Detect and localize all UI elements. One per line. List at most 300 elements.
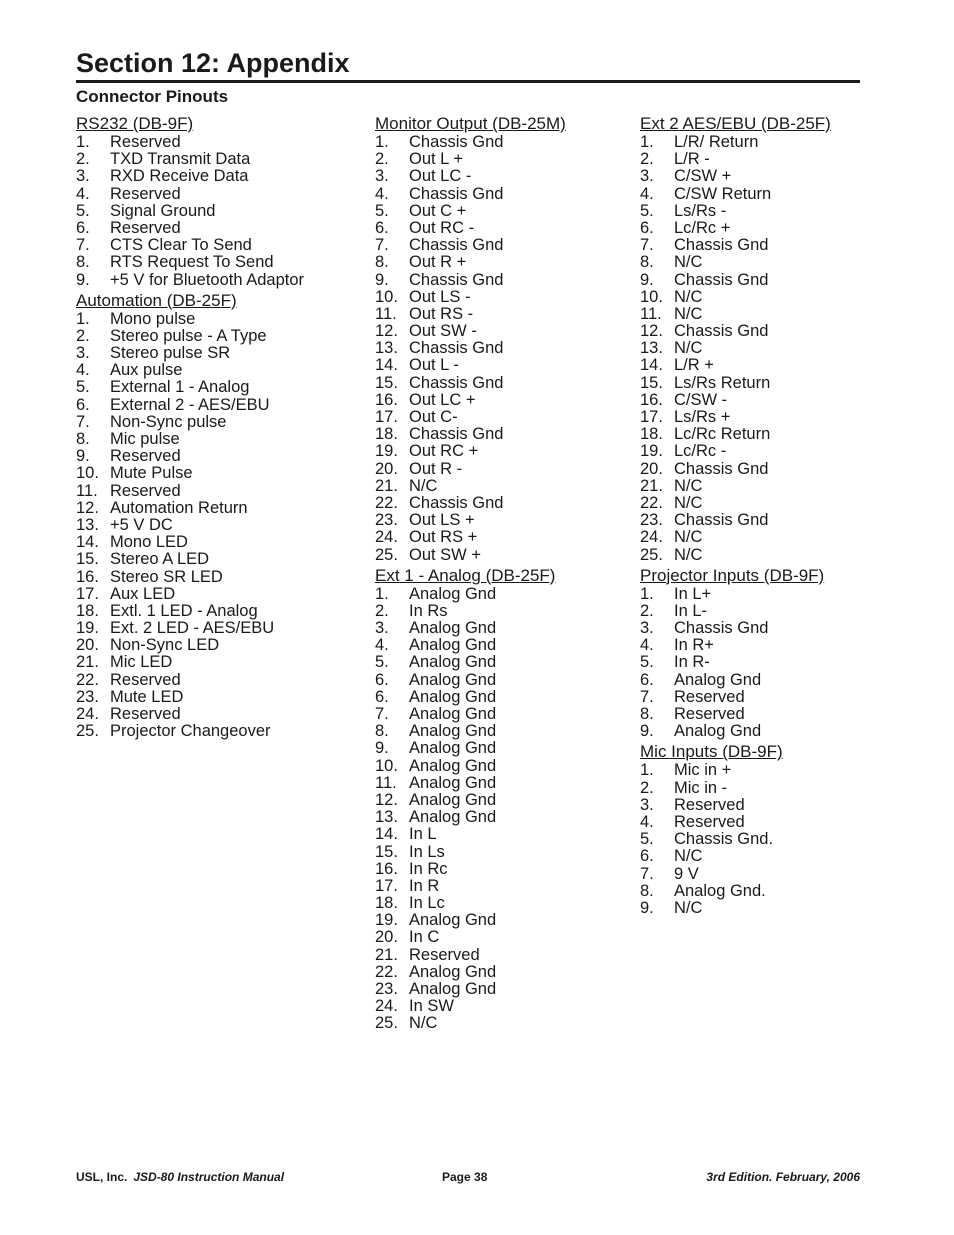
pin-number: 17. [640, 408, 663, 426]
pin-function: TXD Transmit Data [110, 150, 251, 169]
pin-item [640, 620, 910, 637]
pin-number: 19. [76, 619, 99, 638]
pin-item [76, 637, 346, 654]
pin-number: 23. [375, 511, 398, 530]
pin-number: 1. [76, 133, 90, 151]
pin-function: Analog Gnd [409, 911, 497, 930]
pin-item [76, 414, 346, 431]
pin-item [375, 603, 645, 620]
pin-item [76, 723, 346, 740]
pin-number: 4. [640, 636, 654, 655]
pin-function: Stereo pulse - A Type [110, 326, 267, 345]
pin-item [375, 151, 645, 168]
pin-function: Chassis Gnd [409, 236, 504, 255]
pin-item [640, 237, 910, 254]
pin-number: 6. [640, 670, 654, 689]
pin-item [640, 306, 910, 323]
pin-item [640, 461, 910, 478]
pin-function: In Ls [409, 842, 445, 861]
connector-heading: Ext 1 - Analog (DB-25F) [375, 565, 556, 585]
column-3 [640, 112, 910, 917]
pin-item [640, 848, 910, 865]
pin-number: 3. [76, 344, 90, 363]
pin-number: 2. [76, 326, 90, 345]
pin-function: Chassis Gnd [674, 322, 769, 341]
pin-list [375, 586, 645, 1033]
pin-function: Analog Gnd [409, 670, 497, 689]
pin-function: Extl. 1 LED - Analog [110, 601, 258, 620]
pin-function: Ls/Rs + [674, 408, 731, 426]
pin-function: Lc/Rc Return [674, 425, 771, 444]
pin-number: 16. [375, 859, 398, 878]
pin-number: 8. [640, 881, 654, 900]
pin-item [375, 878, 645, 895]
pin-item [375, 203, 645, 220]
pin-item [375, 237, 645, 254]
pin-function: Analog Gnd [409, 808, 497, 827]
pin-function: Chassis Gnd [409, 425, 504, 444]
pin-function: RTS Request To Send [110, 253, 274, 272]
pin-number: 11. [76, 481, 98, 500]
pin-number: 1. [76, 309, 90, 328]
pin-number: 5. [640, 830, 654, 849]
pin-function: N/C [674, 528, 703, 547]
pin-function: N/C [674, 545, 703, 564]
pin-function: Chassis Gnd. [674, 830, 774, 849]
pin-function: Chassis Gnd [409, 184, 504, 203]
pin-number: 14. [375, 825, 398, 844]
pin-function: In Rs [409, 601, 448, 620]
pin-item [375, 186, 645, 203]
pin-function: Out L - [409, 356, 459, 375]
pin-number: 4. [76, 361, 90, 380]
pin-item [76, 465, 346, 482]
pin-function: Mono LED [110, 533, 188, 552]
pin-function: Reserved [110, 133, 181, 151]
pin-item [640, 443, 910, 460]
pin-number: 25. [76, 722, 99, 741]
pin-item [76, 500, 346, 517]
pin-item [640, 762, 910, 779]
pin-item [375, 220, 645, 237]
pin-item [76, 706, 346, 723]
pin-number: 7. [640, 236, 654, 255]
pin-function: Chassis Gnd [409, 133, 504, 151]
pin-list [640, 134, 910, 564]
connector-block [375, 566, 645, 1033]
pin-number: 20. [375, 928, 398, 947]
pin-function: Stereo pulse SR [110, 344, 231, 363]
pin-function: In R [409, 876, 440, 895]
pin-item [375, 947, 645, 964]
pin-function: Lc/Rc + [674, 218, 731, 237]
pin-number: 21. [76, 653, 99, 672]
pin-number: 9. [640, 270, 654, 289]
pin-number: 5. [76, 378, 90, 397]
pin-number: 23. [76, 687, 99, 706]
pin-item [375, 998, 645, 1015]
pin-number: 7. [640, 687, 654, 706]
pin-item [640, 900, 910, 917]
pin-function: Analog Gnd [674, 670, 762, 689]
pin-item [640, 375, 910, 392]
connector-block [76, 114, 346, 289]
pin-function: Out RC - [409, 218, 475, 237]
pin-function: RXD Receive Data [110, 167, 249, 186]
pin-function: Aux LED [110, 584, 176, 603]
pin-item [640, 797, 910, 814]
pin-function: N/C [674, 847, 703, 866]
pin-item [640, 392, 910, 409]
pin-number: 3. [640, 167, 654, 186]
pin-item [640, 672, 910, 689]
pin-item [375, 426, 645, 443]
pin-function: Analog Gnd [409, 756, 497, 775]
pin-number: 10. [375, 756, 398, 775]
pin-item [375, 758, 645, 775]
pin-function: Analog Gnd [674, 722, 762, 741]
pin-function: L/R - [674, 150, 710, 169]
pin-function: N/C [674, 898, 703, 917]
pin-function: Automation Return [110, 498, 248, 517]
pin-function: Reserved [409, 945, 480, 964]
pin-number: 2. [640, 601, 654, 620]
pin-number: 17. [375, 876, 398, 895]
footer-left [76, 1170, 284, 1184]
pin-item [76, 517, 346, 534]
pin-function: Chassis Gnd [674, 236, 769, 255]
pin-item [640, 168, 910, 185]
pin-function: Chassis Gnd [674, 511, 769, 530]
pin-function: +5 V DC [110, 515, 173, 534]
pin-number: 2. [640, 778, 654, 797]
pin-item [640, 409, 910, 426]
pin-item [640, 723, 910, 740]
pin-item [76, 151, 346, 168]
pin-function: Reserved [110, 218, 181, 237]
pin-function: Ls/Rs - [674, 201, 727, 220]
pin-item [375, 654, 645, 671]
pin-function: Stereo SR LED [110, 567, 223, 586]
connector-heading: Monitor Output (DB-25M) [375, 114, 566, 133]
pin-item [76, 397, 346, 414]
pin-function: Out LS + [409, 511, 475, 530]
pin-item [640, 203, 910, 220]
pin-number: 3. [375, 167, 389, 186]
pin-item [640, 689, 910, 706]
pin-function: L/R + [674, 356, 714, 375]
pin-item [640, 220, 910, 237]
pin-item [76, 431, 346, 448]
pin-item [640, 637, 910, 654]
pin-number: 2. [375, 150, 389, 169]
pin-number: 8. [76, 430, 90, 448]
pin-number: 20. [76, 636, 99, 655]
pin-number: 18. [640, 425, 663, 444]
connector-block [76, 291, 346, 741]
pin-number: 1. [640, 584, 654, 603]
pin-function: C/SW - [674, 390, 728, 409]
pin-item [375, 375, 645, 392]
pin-number: 7. [76, 412, 90, 431]
pin-item [640, 814, 910, 831]
pin-number: 4. [640, 812, 654, 831]
pin-item [76, 345, 346, 362]
pin-function: Non-Sync LED [110, 636, 220, 655]
pin-function: Analog Gnd [409, 687, 497, 706]
pin-number: 5. [375, 201, 389, 220]
pin-function: In R+ [674, 636, 714, 655]
pin-number: 10. [375, 287, 398, 306]
pin-number: 7. [76, 236, 90, 255]
connector-heading: Projector Inputs (DB-9F) [640, 565, 825, 585]
page-title: Section 12: Appendix [76, 48, 350, 78]
pin-item [375, 478, 645, 495]
pin-item [375, 844, 645, 861]
pin-number: 12. [76, 498, 99, 517]
pin-item [76, 328, 346, 345]
pin-function: Analog Gnd [409, 962, 497, 981]
pin-item [375, 1015, 645, 1032]
pin-number: 1. [640, 133, 654, 151]
pin-item [375, 340, 645, 357]
pin-number: 15. [76, 550, 99, 569]
pin-function: Out C- [409, 408, 458, 426]
pin-function: Reserved [674, 795, 745, 814]
pin-number: 1. [640, 761, 654, 780]
pin-number: 25. [375, 545, 398, 564]
pin-number: 13. [375, 808, 398, 827]
pin-number: 21. [375, 476, 398, 495]
pin-list [640, 586, 910, 741]
pin-item [76, 448, 346, 465]
pin-item [640, 603, 910, 620]
pin-number: 21. [375, 945, 398, 964]
pin-number: 7. [375, 236, 389, 255]
connector-heading: RS232 (DB-9F) [76, 114, 194, 133]
pin-number: 4. [375, 636, 389, 655]
connector-heading: Automation (DB-25F) [76, 290, 237, 310]
pin-number: 6. [76, 395, 90, 414]
pin-number: 10. [76, 464, 99, 483]
pin-item [76, 362, 346, 379]
pin-function: Out C + [409, 201, 467, 220]
connector-heading: Mic Inputs (DB-9F) [640, 742, 783, 762]
pin-item [640, 780, 910, 797]
pin-function: Reserved [110, 705, 181, 723]
pin-function: Analog Gnd [409, 980, 497, 998]
pin-function: Reserved [674, 812, 745, 831]
pin-item [375, 134, 645, 151]
pin-function: Stereo A LED [110, 550, 210, 569]
pin-number: 8. [375, 722, 389, 741]
pin-number: 16. [375, 390, 398, 409]
pin-item [375, 306, 645, 323]
pin-number: 6. [640, 847, 654, 866]
connector-heading: Ext 2 AES/EBU (DB-25F) [640, 114, 831, 133]
pin-function: 9 V [674, 864, 699, 883]
pin-function: In Rc [409, 859, 448, 878]
pin-function: Analog Gnd [409, 619, 497, 638]
pin-function: Out LC + [409, 390, 476, 409]
pin-function: Reserved [110, 184, 181, 203]
pin-number: 3. [640, 619, 654, 638]
pin-function: Chassis Gnd [409, 493, 504, 512]
pin-function: Analog Gnd [409, 705, 497, 723]
pin-number: 22. [375, 962, 398, 981]
pin-item [375, 826, 645, 843]
connector-block [640, 566, 910, 741]
pin-item [375, 547, 645, 564]
pin-function: In R- [674, 653, 710, 672]
pin-item [640, 357, 910, 374]
pin-number: 9. [76, 270, 90, 289]
connector-block [640, 114, 910, 564]
pin-item [375, 895, 645, 912]
connector-block [375, 114, 645, 564]
pin-function: Out RC + [409, 442, 479, 461]
pin-item [375, 929, 645, 946]
pin-function: Reserved [110, 670, 181, 689]
pin-number: 19. [375, 911, 398, 930]
pin-function: In SW [409, 997, 454, 1016]
connector-block [640, 742, 910, 917]
pin-number: 25. [640, 545, 663, 564]
pin-number: 18. [375, 894, 398, 913]
pin-item [375, 672, 645, 689]
pin-function: Out RS + [409, 528, 478, 547]
pin-number: 12. [640, 322, 663, 341]
pin-function: Mic in + [674, 761, 732, 780]
pin-number: 11. [640, 304, 662, 323]
pin-function: C/SW Return [674, 184, 772, 203]
pin-number: 14. [76, 533, 99, 552]
pin-function: Reserved [110, 481, 181, 500]
pin-function: Reserved [674, 705, 745, 723]
pin-item [375, 981, 645, 998]
pin-item [640, 254, 910, 271]
pin-item [640, 706, 910, 723]
pin-item [375, 586, 645, 603]
pin-item [375, 409, 645, 426]
pin-function: N/C [674, 339, 703, 358]
pin-number: 23. [375, 980, 398, 998]
pin-function: N/C [674, 476, 703, 495]
pin-number: 23. [640, 511, 663, 530]
pin-item [375, 272, 645, 289]
pin-item [76, 311, 346, 328]
pin-number: 15. [375, 842, 398, 861]
pin-function: Non-Sync pulse [110, 412, 227, 431]
pin-item [76, 168, 346, 185]
pin-function: Analog Gnd. [674, 881, 766, 900]
pin-function: Analog Gnd [409, 722, 497, 741]
pin-function: Reserved [674, 687, 745, 706]
pin-item [375, 689, 645, 706]
pin-item [375, 637, 645, 654]
pin-item [76, 620, 346, 637]
pin-number: 9. [640, 898, 654, 917]
pin-item [375, 168, 645, 185]
pin-item [640, 512, 910, 529]
pin-item [375, 529, 645, 546]
pin-number: 6. [640, 218, 654, 237]
pin-number: 6. [76, 218, 90, 237]
pin-number: 22. [640, 493, 663, 512]
pin-item [76, 379, 346, 396]
pin-function: In C [409, 928, 440, 947]
pin-number: 24. [76, 705, 99, 723]
pin-number: 9. [640, 722, 654, 741]
pin-item [375, 740, 645, 757]
pin-number: 9. [375, 270, 389, 289]
pin-function: Mono pulse [110, 309, 196, 328]
pin-function: Mute LED [110, 687, 184, 706]
pin-number: 9. [76, 447, 90, 466]
pin-number: 8. [76, 253, 90, 272]
pin-function: C/SW + [674, 167, 732, 186]
pin-function: Chassis Gnd [409, 339, 504, 358]
pin-item [76, 220, 346, 237]
pin-function: In L- [674, 601, 708, 620]
pin-item [375, 461, 645, 478]
pin-function: In L [409, 825, 437, 844]
pin-item [640, 134, 910, 151]
pin-item [640, 186, 910, 203]
pin-number: 7. [375, 705, 389, 723]
pin-item [375, 723, 645, 740]
pin-number: 22. [375, 493, 398, 512]
pin-item [76, 586, 346, 603]
footer-manual: JSD-80 Instruction Manual [133, 1170, 285, 1184]
pin-number: 12. [375, 322, 398, 341]
pin-item [375, 512, 645, 529]
pin-function: Analog Gnd [409, 653, 497, 672]
pin-item [375, 964, 645, 981]
pin-function: N/C [674, 493, 703, 512]
pin-function: Analog Gnd [409, 739, 497, 758]
pin-item [375, 357, 645, 374]
pin-function: Out L + [409, 150, 463, 169]
pin-number: 18. [375, 425, 398, 444]
pin-item [640, 426, 910, 443]
pin-function: Aux pulse [110, 361, 183, 380]
pin-item [640, 529, 910, 546]
pin-number: 21. [640, 476, 663, 495]
footer-edition: 3rd Edition. February, 2006 [706, 1170, 860, 1184]
pin-item [375, 912, 645, 929]
pin-function: Ls/Rs Return [674, 373, 771, 392]
pin-item [640, 478, 910, 495]
pin-number: 15. [375, 373, 398, 392]
pin-function: Out RS - [409, 304, 474, 323]
pin-function: Analog Gnd [409, 636, 497, 655]
pin-item [640, 547, 910, 564]
pin-number: 17. [76, 584, 99, 603]
pin-number: 11. [375, 304, 397, 323]
pin-function: Analog Gnd [409, 790, 497, 809]
pin-function: Chassis Gnd [409, 270, 504, 289]
pin-function: Reserved [110, 447, 181, 466]
pin-number: 25. [375, 1014, 398, 1033]
pin-number: 13. [375, 339, 398, 358]
pin-item [76, 237, 346, 254]
pin-number: 6. [375, 670, 389, 689]
pin-item [640, 289, 910, 306]
pin-number: 1. [375, 584, 389, 603]
pin-number: 16. [76, 567, 99, 586]
pin-item [76, 551, 346, 568]
